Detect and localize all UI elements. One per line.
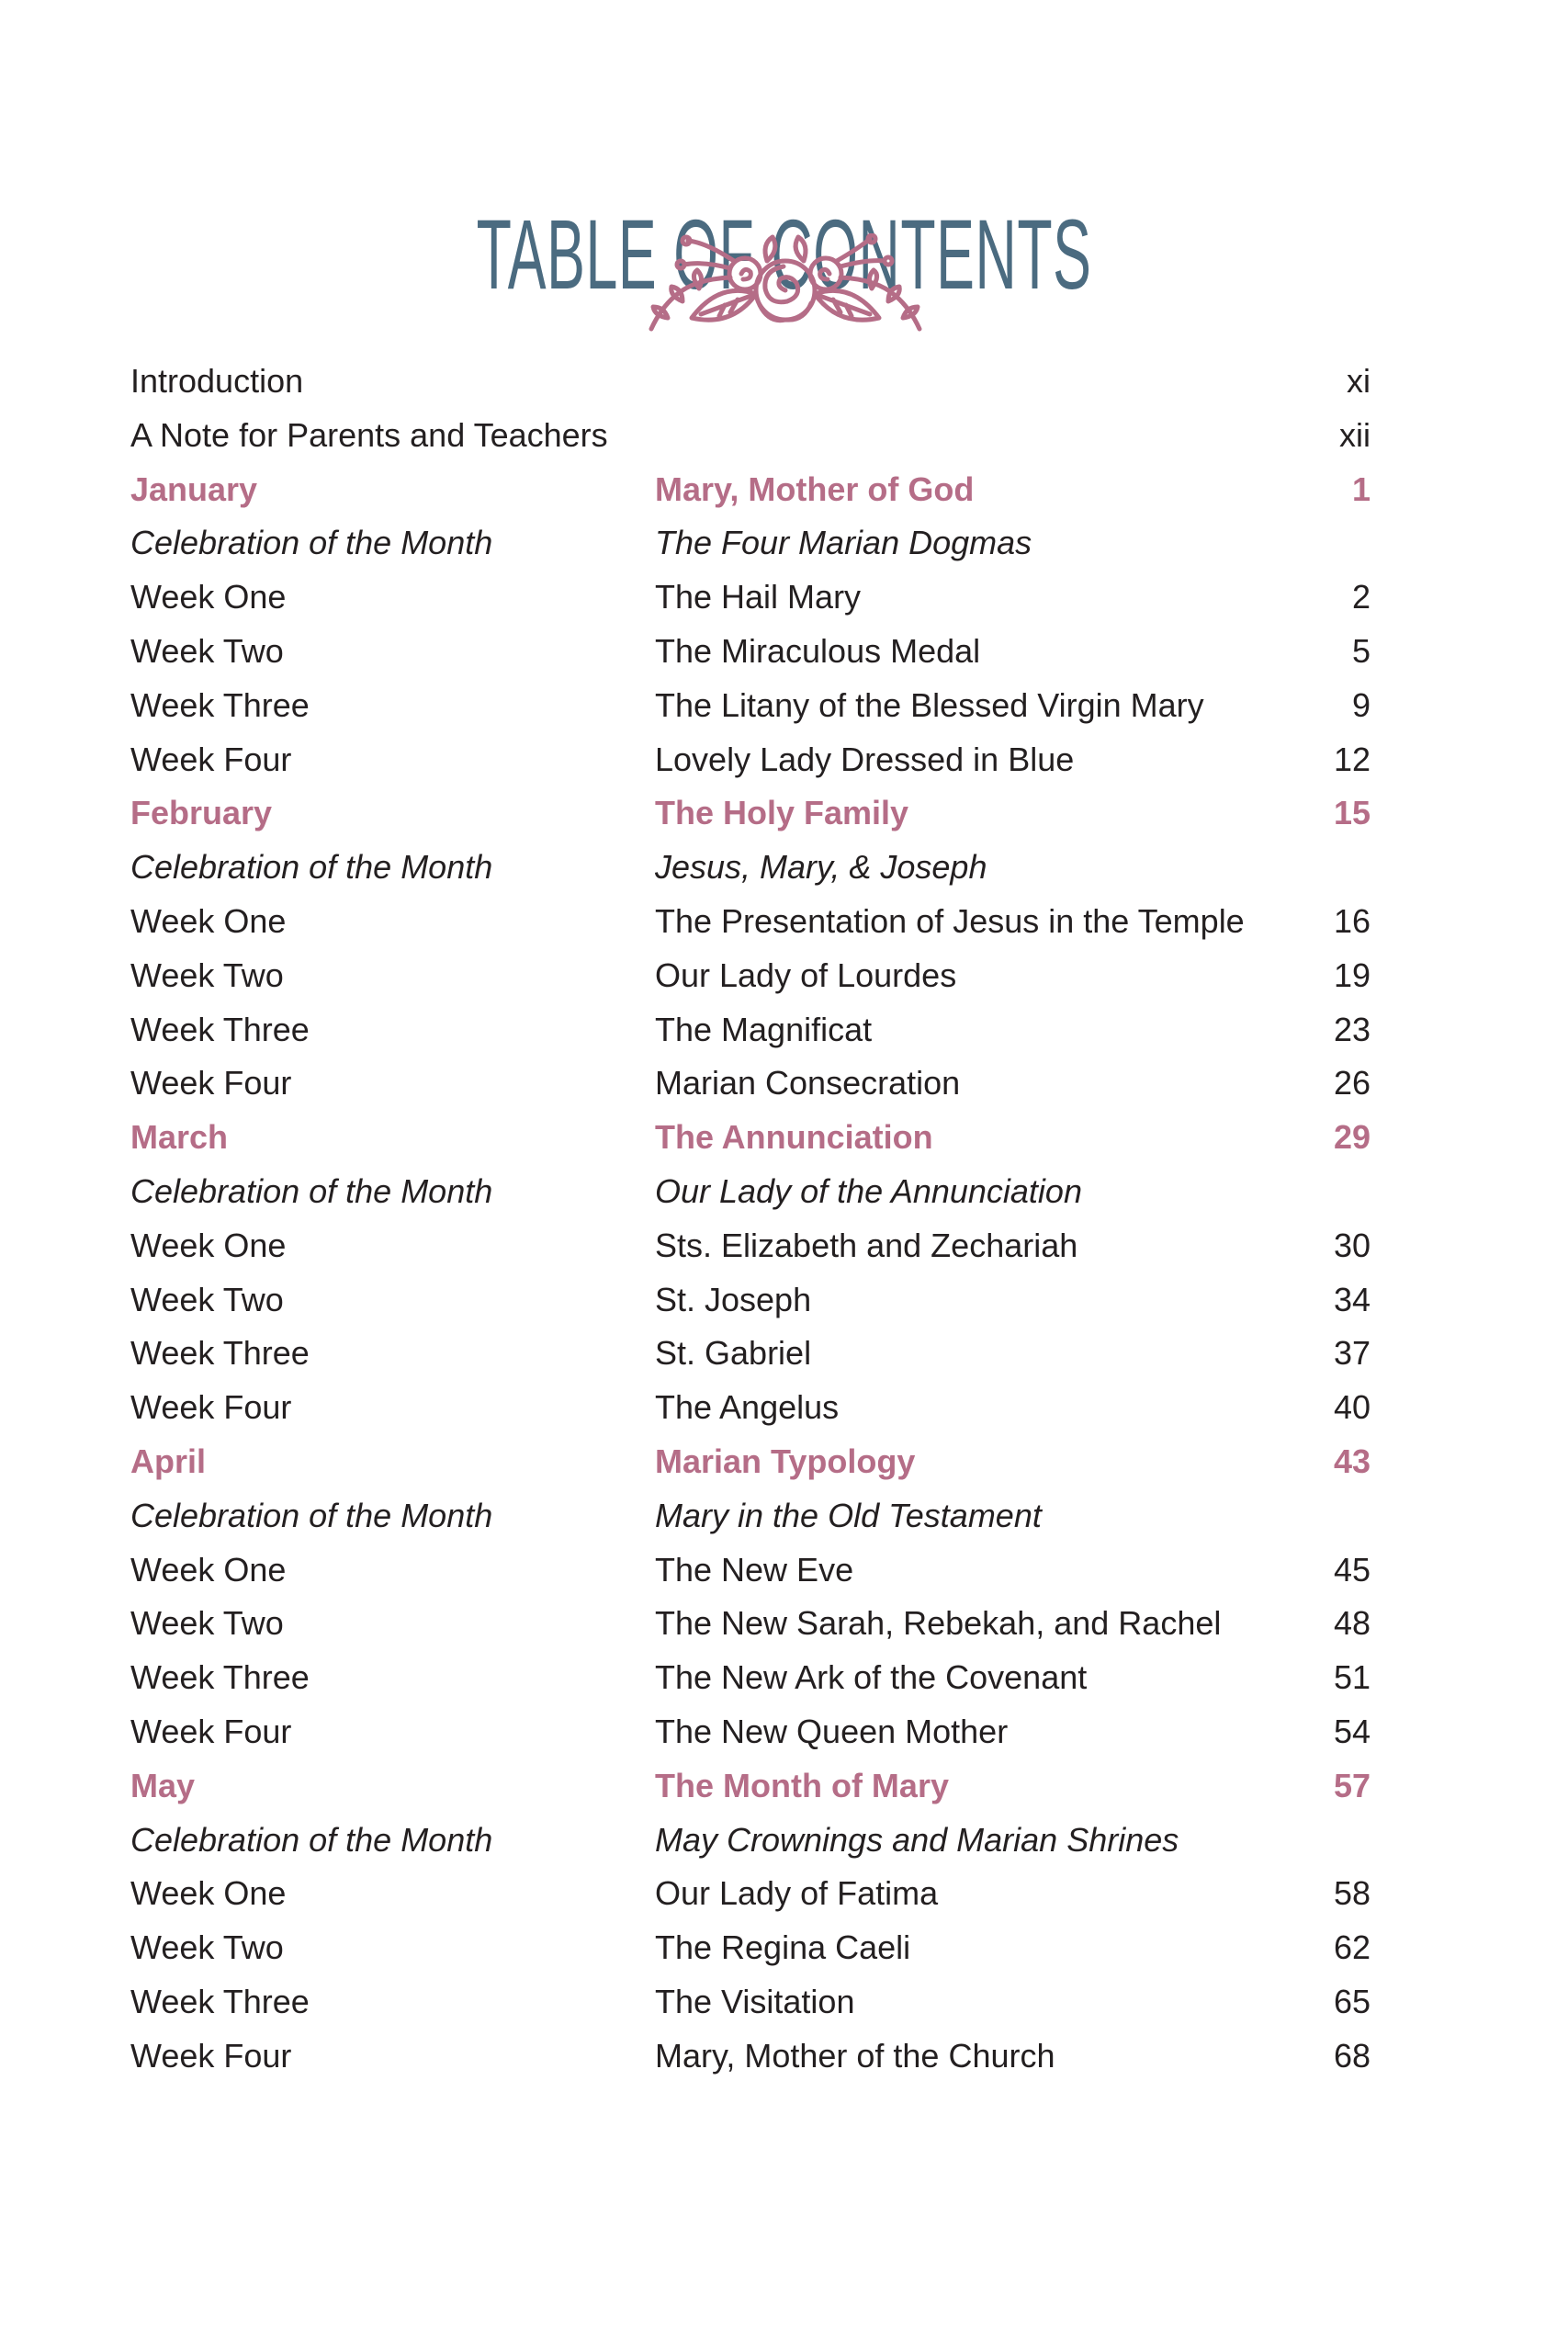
- toc-row-celebration[interactable]: [130, 841, 1371, 895]
- week-label: Week Three: [130, 1334, 310, 1373]
- toc-row-week[interactable]: [130, 1867, 1371, 1921]
- week-title: Lovely Lady Dressed in Blue: [655, 740, 1075, 778]
- toc-page-number: 12: [1333, 740, 1371, 778]
- celebration-label: Celebration of the Month: [130, 1171, 493, 1210]
- toc-entry-label: A Note for Parents and Teachers: [130, 415, 608, 454]
- toc-page-number: 68: [1333, 2036, 1371, 2075]
- toc-page-number: 15: [1333, 794, 1371, 832]
- week-title: The Visitation: [655, 1982, 855, 2020]
- celebration-title: Mary in the Old Testament: [655, 1496, 1042, 1534]
- toc-row-celebration[interactable]: [130, 1814, 1371, 1868]
- week-label: Week Two: [130, 1928, 284, 1967]
- toc-row-week[interactable]: [130, 571, 1371, 625]
- toc-page-number: 16: [1333, 901, 1371, 940]
- week-label: Week Four: [130, 1388, 292, 1427]
- celebration-title: The Four Marian Dogmas: [655, 524, 1032, 562]
- toc-page-number: 37: [1333, 1334, 1371, 1373]
- toc-page-number: 57: [1333, 1766, 1371, 1804]
- toc-row-week[interactable]: [130, 1057, 1371, 1111]
- week-title: St. Gabriel: [655, 1334, 812, 1373]
- week-label: Week Two: [130, 1604, 284, 1643]
- week-title: The Regina Caeli: [655, 1928, 911, 1967]
- floral-rose-ornament-icon: [646, 233, 927, 340]
- celebration-label: Celebration of the Month: [130, 1496, 493, 1534]
- week-title: The Litany of the Blessed Virgin Mary: [655, 685, 1204, 724]
- toc-page-number: 45: [1333, 1550, 1371, 1589]
- toc-page-number: 43: [1333, 1442, 1371, 1480]
- page-title-text: TABLE OF CONTENTS: [476, 198, 1092, 311]
- toc-row-week[interactable]: [130, 679, 1371, 733]
- toc-page-number: 51: [1333, 1658, 1371, 1697]
- toc-row-month-january[interactable]: [130, 463, 1371, 517]
- toc-row-week[interactable]: [130, 733, 1371, 787]
- week-title: Sts. Elizabeth and Zechariah: [655, 1226, 1078, 1264]
- toc-page-number: 62: [1333, 1928, 1371, 1967]
- toc-row-week[interactable]: [130, 895, 1371, 949]
- toc-row-week[interactable]: [130, 1327, 1371, 1381]
- toc-row-week[interactable]: [130, 1273, 1371, 1328]
- month-label: January: [130, 469, 258, 508]
- toc-row-week[interactable]: [130, 1921, 1371, 1975]
- toc-row-note-for-parents[interactable]: [130, 409, 1371, 463]
- toc-page-number: 48: [1333, 1604, 1371, 1643]
- toc-row-week[interactable]: [130, 1219, 1371, 1273]
- month-label: May: [130, 1766, 196, 1804]
- week-label: Week Four: [130, 1712, 292, 1750]
- toc-row-week[interactable]: [130, 2030, 1371, 2084]
- toc-row-introduction[interactable]: [130, 355, 1371, 409]
- week-label: Week Three: [130, 685, 310, 724]
- week-title: The New Queen Mother: [655, 1712, 1009, 1750]
- toc-row-month-april[interactable]: [130, 1435, 1371, 1489]
- toc-row-month-february[interactable]: [130, 786, 1371, 841]
- toc-page-number: 65: [1333, 1982, 1371, 2020]
- week-title: Mary, Mother of the Church: [655, 2036, 1055, 2075]
- week-title: St. Joseph: [655, 1280, 812, 1318]
- toc-page-number: 26: [1333, 1064, 1371, 1102]
- toc-page-number: 58: [1333, 1874, 1371, 1913]
- toc-page-number: 40: [1333, 1388, 1371, 1427]
- toc-page-number: 2: [1351, 578, 1371, 616]
- week-title: The New Ark of the Covenant: [655, 1658, 1088, 1697]
- week-title: The Hail Mary: [655, 578, 862, 616]
- toc-row-celebration[interactable]: [130, 1489, 1371, 1544]
- week-title: The Miraculous Medal: [655, 631, 981, 670]
- week-title: The Angelus: [655, 1388, 840, 1427]
- week-label: Week One: [130, 1874, 287, 1913]
- toc-page-number: 29: [1333, 1118, 1371, 1157]
- toc-row-celebration[interactable]: [130, 516, 1371, 571]
- toc-row-week[interactable]: [130, 1705, 1371, 1759]
- week-label: Week Three: [130, 1010, 310, 1048]
- celebration-title: May Crownings and Marian Shrines: [655, 1820, 1179, 1859]
- week-label: Week Four: [130, 1064, 292, 1102]
- celebration-title: Our Lady of the Annunciation: [655, 1171, 1082, 1210]
- table-of-contents: [130, 355, 1371, 2084]
- toc-page-number: 23: [1333, 1010, 1371, 1048]
- week-label: Week Two: [130, 956, 284, 994]
- week-label: Week Two: [130, 631, 284, 670]
- toc-page-number: 30: [1333, 1226, 1371, 1264]
- toc-page-number: xii: [1339, 415, 1371, 454]
- toc-entry-label: Introduction: [130, 362, 304, 400]
- toc-page-number: 9: [1351, 685, 1371, 724]
- month-theme: The Holy Family: [655, 794, 909, 832]
- toc-row-month-march[interactable]: [130, 1111, 1371, 1165]
- toc-row-week[interactable]: [130, 1651, 1371, 1705]
- toc-page-number: 19: [1333, 956, 1371, 994]
- week-label: Week One: [130, 578, 287, 616]
- toc-row-week[interactable]: [130, 1597, 1371, 1651]
- week-label: Week One: [130, 1550, 287, 1589]
- month-label: February: [130, 794, 273, 832]
- toc-row-week[interactable]: [130, 1544, 1371, 1598]
- week-label: Week Two: [130, 1280, 284, 1318]
- toc-page-number: 34: [1333, 1280, 1371, 1318]
- toc-row-week[interactable]: [130, 1003, 1371, 1057]
- week-label: Week Three: [130, 1658, 310, 1697]
- month-theme: The Annunciation: [655, 1118, 933, 1157]
- month-label: March: [130, 1118, 229, 1157]
- toc-row-week[interactable]: [130, 1975, 1371, 2030]
- week-label: Week Three: [130, 1982, 310, 2020]
- toc-row-week[interactable]: [130, 1381, 1371, 1435]
- celebration-label: Celebration of the Month: [130, 1820, 493, 1859]
- toc-row-week[interactable]: [130, 625, 1371, 679]
- week-label: Week One: [130, 1226, 287, 1264]
- week-label: Week Four: [130, 2036, 292, 2075]
- celebration-title: Jesus, Mary, & Joseph: [655, 848, 987, 887]
- toc-page-number: 5: [1351, 631, 1371, 670]
- week-title: The Magnificat: [655, 1010, 873, 1048]
- month-theme: Marian Typology: [655, 1442, 916, 1480]
- celebration-label: Celebration of the Month: [130, 848, 493, 887]
- toc-row-month-may[interactable]: [130, 1759, 1371, 1814]
- toc-page-number: xi: [1347, 362, 1371, 400]
- toc-row-celebration[interactable]: [130, 1165, 1371, 1219]
- toc-page-number: 54: [1333, 1712, 1371, 1750]
- month-theme: Mary, Mother of God: [655, 469, 975, 508]
- month-label: April: [130, 1442, 207, 1480]
- toc-row-week[interactable]: [130, 949, 1371, 1003]
- week-title: Marian Consecration: [655, 1064, 961, 1102]
- week-title: The New Sarah, Rebekah, and Rachel: [655, 1604, 1222, 1643]
- week-title: Our Lady of Fatima: [655, 1874, 939, 1913]
- toc-page-number: 1: [1351, 469, 1371, 508]
- week-label: Week Four: [130, 740, 292, 778]
- week-title: Our Lady of Lourdes: [655, 956, 957, 994]
- celebration-label: Celebration of the Month: [130, 524, 493, 562]
- week-title: The New Eve: [655, 1550, 854, 1589]
- week-title: The Presentation of Jesus in the Temple: [655, 901, 1245, 940]
- week-label: Week One: [130, 901, 287, 940]
- month-theme: The Month of Mary: [655, 1766, 949, 1804]
